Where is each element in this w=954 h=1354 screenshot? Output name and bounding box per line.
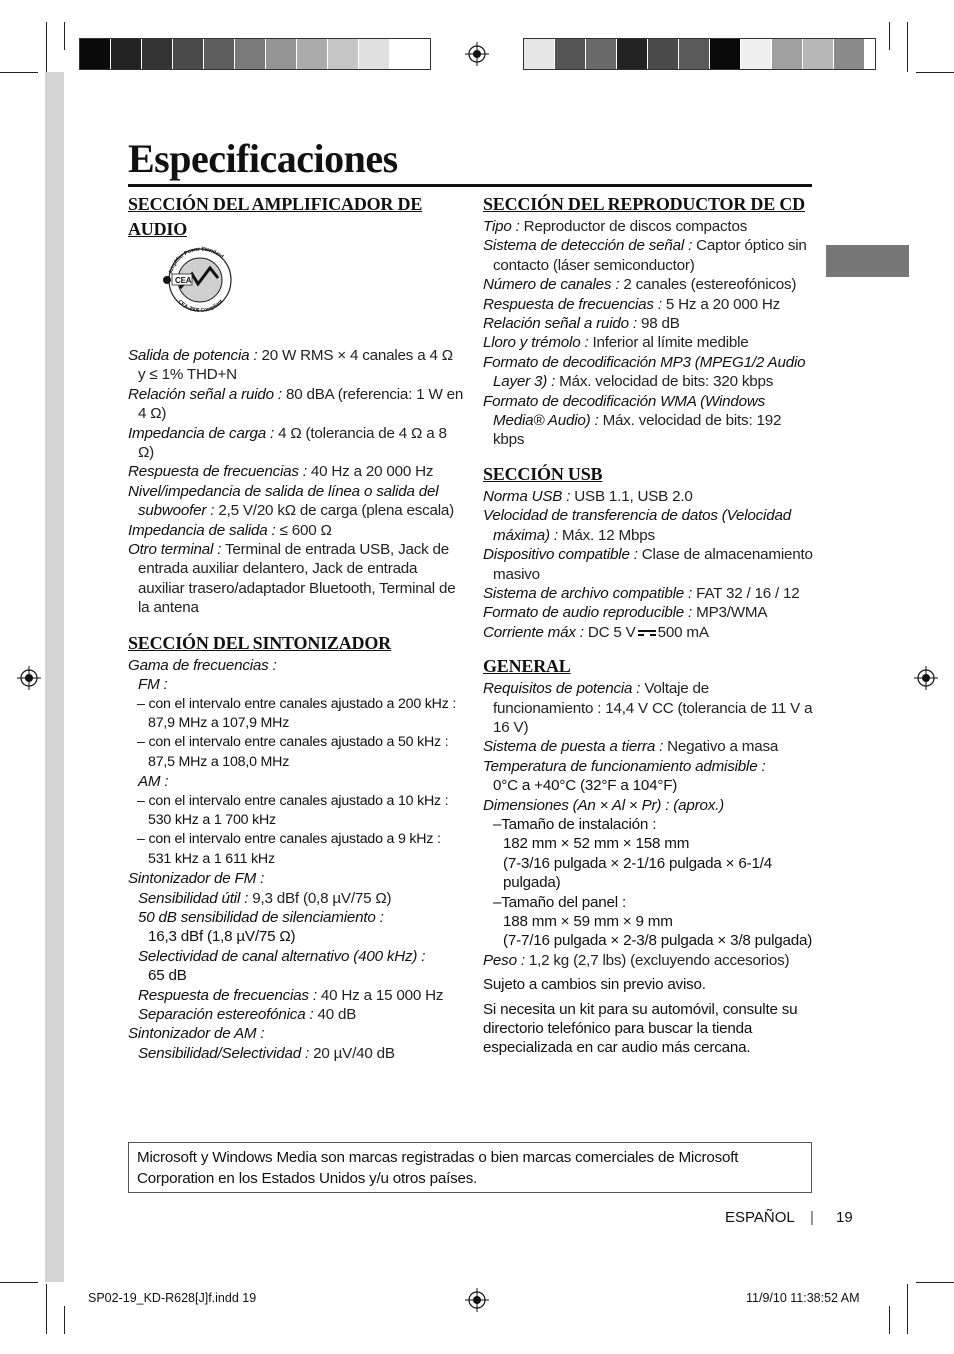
svg-text:CEA: CEA	[175, 276, 192, 285]
color-swatch	[834, 39, 865, 69]
list-item: – con el intervalo entre canales ajustado a 200 kHz : 87,9 MHz a 107,9 MHz	[137, 695, 457, 731]
section-tab-marker	[826, 245, 909, 277]
spec-value: 20 W RMS × 4 canales a 4 Ω y ≤ 1% THD+N	[138, 347, 453, 384]
amp-heading-line1: SECCIÓN DEL AMPLIFICADOR DE	[128, 194, 423, 214]
footer-separator: |	[810, 1209, 814, 1226]
cea-logo-area	[128, 242, 464, 346]
spec-row	[483, 757, 813, 776]
spec-key: Velocidad de transferencia de datos (Velocidad máxima) :	[483, 507, 791, 544]
spec-key: FM :	[138, 676, 168, 694]
spec-key: Sistema de archivo compatible :	[483, 584, 693, 602]
spec-row	[128, 462, 464, 481]
registration-mark-icon	[17, 666, 41, 690]
spec-key: Tipo :	[483, 218, 520, 235]
slug-filename: SP02-19_KD-R628[J]f.indd 19	[88, 1291, 257, 1305]
crop-mark	[916, 1282, 954, 1283]
spec-key: Formato de decodificación MP3 (MPEG1/2 Audio Layer 3) :	[483, 353, 806, 391]
spec-row	[483, 545, 813, 584]
left-column	[128, 192, 464, 1063]
spec-row	[483, 314, 813, 333]
spec-value: 0°C a +40°C (32°F a 104°F)	[493, 777, 678, 795]
color-swatch	[266, 39, 297, 69]
color-swatch-strip-left	[79, 38, 431, 70]
spec-row	[128, 424, 464, 463]
spec-row	[483, 737, 813, 756]
spec-value: DC 5 V	[583, 623, 636, 641]
spec-value: Máx. velocidad de bits: 192 kbps	[493, 412, 782, 449]
list-item-text: con el intervalo entre canales ajustado a 9 kHz : 531 kHz a 1 611 kHz	[148, 831, 441, 867]
tuner-heading: SECCIÓN DEL SINTONIZADOR	[128, 632, 391, 653]
spec-key: Sistema de detección de señal :	[483, 237, 693, 255]
spec-key: Dimensiones (An × Al × Pr) : (aprox.)	[483, 796, 725, 814]
spec-key: Sensibilidad/Selectividad :	[138, 1044, 310, 1062]
spec-key: Sintonizador de FM :	[128, 870, 265, 888]
spec-value: FAT 32 / 16 / 12	[692, 584, 800, 602]
spec-value: 16,3 dBf (1,8 µV/75 Ω)	[148, 928, 296, 946]
spec-row	[128, 1005, 464, 1024]
spec-value: 40 dB	[313, 1006, 357, 1023]
usb-spec-list	[483, 487, 813, 623]
color-swatch	[741, 39, 772, 69]
color-swatch	[297, 39, 328, 69]
spec-key: Temperatura de funcionamiento admisible :	[483, 757, 766, 775]
spec-row	[483, 487, 813, 506]
page-number: 19	[836, 1209, 853, 1226]
spec-key: Separación estereofónica :	[138, 1006, 314, 1023]
cd-heading: SECCIÓN DEL REPRODUCTOR DE CD	[483, 194, 805, 214]
spec-key: Sensibilidad útil :	[138, 889, 249, 907]
color-swatch	[80, 39, 111, 69]
spec-value: 20 µV/40 dB	[309, 1044, 395, 1062]
color-swatch	[710, 39, 741, 69]
cd-spec-list	[483, 217, 813, 450]
list-item: –Tamaño de instalación :	[493, 815, 657, 833]
spec-value: 2,5 V/20 kΩ de carga (plena escala)	[214, 502, 455, 520]
color-swatch	[390, 39, 421, 69]
spec-key: Formato de audio reproducible :	[483, 604, 693, 622]
color-swatch	[803, 39, 834, 69]
spec-key: Norma USB :	[483, 487, 571, 505]
spec-row	[128, 521, 464, 540]
spec-value: 65 dB	[148, 967, 187, 985]
spec-row	[483, 623, 813, 642]
spec-value: MP3/WMA	[692, 604, 768, 622]
spec-key: 50 dB sensibilidad de silenciamiento :	[138, 908, 384, 926]
list-item: – con el intervalo entre canales ajustado a 50 kHz : 87,5 MHz a 108,0 MHz	[137, 734, 449, 770]
color-swatch	[328, 39, 359, 69]
color-swatch	[235, 39, 266, 69]
title-rule	[128, 184, 812, 187]
color-swatch	[648, 39, 679, 69]
spec-value: Negativo a masa	[663, 738, 779, 756]
kit-notice: Si necesita un kit para su automóvil, consulte su directorio telefónico para buscar la tienda especializada en car audio más cercana.	[483, 1000, 798, 1057]
spec-key: Impedancia de salida :	[128, 521, 276, 539]
registration-mark-icon	[465, 42, 489, 66]
slug-datetime: 11/9/10 11:38:52 AM	[746, 1291, 860, 1305]
spec-key: Número de canales :	[483, 276, 620, 294]
spec-value: 80 dBA (referencia: 1 W en 4 Ω)	[138, 385, 464, 423]
color-swatch	[617, 39, 648, 69]
spec-value: ≤ 600 Ω	[275, 521, 332, 539]
spec-row	[128, 346, 464, 385]
spec-row	[483, 392, 813, 450]
spec-value: Captor óptico sin contacto (láser semiconductor)	[493, 237, 807, 274]
crop-mark	[907, 22, 908, 72]
spec-value: Máx. 12 Mbps	[557, 526, 655, 544]
spec-row	[483, 951, 813, 970]
spec-key: Gama de frecuencias :	[128, 656, 277, 674]
amp-heading-line2: AUDIO	[128, 219, 188, 239]
spec-value: 182 mm × 52 mm × 158 mm	[503, 835, 690, 853]
spec-value: Reproductor de discos compactos	[519, 218, 748, 235]
spec-value: 188 mm × 59 mm × 9 mm	[503, 913, 673, 930]
change-notice: Sujeto a cambios sin previo aviso.	[483, 976, 706, 994]
spec-row	[128, 540, 464, 618]
crop-mark	[916, 72, 954, 73]
spec-value: (7-3/16 pulgada × 2-1/16 pulgada × 6-1/4 pulgada)	[503, 854, 772, 892]
spec-row	[128, 482, 464, 521]
spec-row	[483, 333, 813, 352]
spec-key: Respuesta de frecuencias :	[138, 986, 317, 1004]
spec-row	[483, 584, 813, 603]
footer-language: ESPAÑOL	[725, 1209, 795, 1226]
color-swatch	[524, 39, 555, 69]
right-column	[483, 192, 813, 1058]
crop-mark	[46, 1284, 47, 1334]
list-item-text: con el intervalo entre canales ajustado a 50 kHz : 87,5 MHz a 108,0 MHz	[148, 734, 449, 770]
spec-value: Clase de almacenamiento masivo	[493, 546, 813, 583]
color-swatch	[586, 39, 617, 69]
spec-row	[128, 889, 464, 908]
spec-row	[483, 295, 813, 314]
spec-value: 1,2 kg (2,7 lbs) (excluyendo accesorios)	[524, 951, 790, 969]
spec-key: Corriente máx :	[483, 623, 584, 641]
crop-mark	[64, 1306, 65, 1334]
list-item-text: Tamaño del panel :	[501, 893, 626, 911]
color-swatch	[679, 39, 710, 69]
crop-mark	[889, 1306, 890, 1334]
spec-key: Sintonizador de AM :	[128, 1025, 265, 1043]
spec-key: Peso :	[483, 951, 525, 969]
color-swatch	[772, 39, 803, 69]
spec-row	[483, 679, 813, 737]
spec-value: 2 canales (estereofónicos)	[619, 276, 797, 294]
list-item-text: Tamaño de instalación :	[501, 815, 657, 833]
spec-value: 40 Hz a 20 000 Hz	[306, 463, 434, 481]
spec-row	[128, 385, 464, 424]
spec-key: Requisitos de potencia :	[483, 680, 641, 698]
spec-key: Dispositivo compatible :	[483, 546, 638, 564]
spec-key: Nivel/impedancia de salida de línea o salida del subwoofer :	[128, 482, 439, 520]
spec-key: Impedancia de carga :	[128, 424, 275, 442]
list-item-text: con el intervalo entre canales ajustado a 200 kHz : 87,9 MHz a 107,9 MHz	[148, 695, 457, 731]
spec-row	[483, 353, 813, 392]
color-swatch	[111, 39, 142, 69]
svg-text:Amplifier Power Standard: Amplifier Power Standard	[168, 246, 225, 275]
spec-key: AM :	[138, 773, 169, 791]
spec-key: Salida de potencia :	[128, 347, 258, 364]
color-swatch	[555, 39, 586, 69]
spec-row	[128, 1044, 464, 1063]
crop-mark	[0, 1282, 38, 1283]
spec-key: Formato de decodificación WMA (Windows Media® Audio) :	[483, 392, 766, 430]
spec-row	[483, 217, 813, 236]
spec-value: 500 mA	[657, 623, 709, 641]
crop-mark	[64, 22, 65, 50]
trademark-notice: Microsoft y Windows Media son marcas registradas o bien marcas comerciales de Microsoft Corporation en los Estados Unidos y/u otros países.	[128, 1142, 812, 1193]
spec-key: Respuesta de frecuencias :	[128, 463, 307, 481]
usb-heading: SECCIÓN USB	[483, 463, 603, 484]
crop-mark	[907, 1284, 908, 1334]
spec-value: Voltaje de funcionamiento : 14,4 V CC (tolerancia de 11 V a 16 V)	[493, 680, 813, 736]
spec-key: Respuesta de frecuencias :	[483, 295, 662, 313]
spec-value: 40 Hz a 15 000 Hz	[316, 986, 444, 1004]
crop-mark	[46, 22, 47, 72]
spec-value: (7-7/16 pulgada × 2-3/8 pulgada × 3/8 pulgada)	[503, 932, 813, 950]
spec-value: USB 1.1, USB 2.0	[570, 487, 693, 505]
cea-2006-compliant-logo-icon	[158, 244, 238, 316]
spec-row	[483, 506, 813, 545]
page-title: Especificaciones	[128, 136, 398, 181]
crop-mark	[889, 22, 890, 50]
color-swatch	[204, 39, 235, 69]
spec-key: Relación señal a ruido :	[128, 385, 282, 403]
dc-symbol-icon	[638, 629, 656, 637]
spec-row	[128, 947, 464, 966]
color-swatch-strip-right	[523, 38, 876, 70]
spec-key: Sistema de puesta a tierra :	[483, 738, 664, 756]
spec-value: Terminal de entrada USB, Jack de entrada auxiliar delantero, Jack de entrada auxiliar trasero/adaptador Bluetooth, Terminal de la antena	[138, 541, 456, 617]
registration-mark-icon	[914, 666, 938, 690]
svg-text:CEA-2006 Compliant: CEA-2006 Compliant	[176, 298, 225, 314]
spec-row	[128, 908, 464, 927]
list-item: –Tamaño del panel :	[493, 893, 626, 911]
side-color-bar	[45, 72, 64, 1282]
spec-value: Máx. velocidad de bits: 320 kbps	[555, 373, 774, 391]
list-item: – con el intervalo entre canales ajustado a 10 kHz : 530 kHz a 1 700 kHz	[137, 792, 449, 828]
amp-spec-list	[128, 346, 464, 618]
spec-value: 5 Hz a 20 000 Hz	[661, 295, 781, 313]
spec-row	[483, 236, 813, 275]
spec-key: Selectividad de canal alternativo (400 kHz) :	[138, 947, 426, 965]
list-item-text: con el intervalo entre canales ajustado a 10 kHz : 530 kHz a 1 700 kHz	[148, 792, 449, 828]
spec-value: 9,3 dBf (0,8 µV/75 Ω)	[248, 889, 392, 907]
spec-row	[483, 603, 813, 622]
registration-mark-icon	[465, 1288, 489, 1312]
color-swatch	[142, 39, 173, 69]
spec-key: Relación señal a ruido :	[483, 315, 637, 333]
color-swatch	[359, 39, 390, 69]
spec-row	[128, 986, 464, 1005]
spec-key: Otro terminal :	[128, 541, 222, 559]
spec-row	[483, 275, 813, 294]
spec-value: 98 dB	[636, 315, 680, 333]
general-heading: GENERAL	[483, 656, 571, 677]
list-item: – con el intervalo entre canales ajustado a 9 kHz : 531 kHz a 1 611 kHz	[137, 831, 441, 867]
crop-mark	[0, 72, 38, 73]
color-swatch	[173, 39, 204, 69]
spec-value: 4 Ω (tolerancia de 4 Ω a 8 Ω)	[138, 424, 447, 462]
spec-key: Lloro y trémolo :	[483, 334, 589, 352]
spec-value: Inferior al límite medible	[588, 334, 749, 352]
